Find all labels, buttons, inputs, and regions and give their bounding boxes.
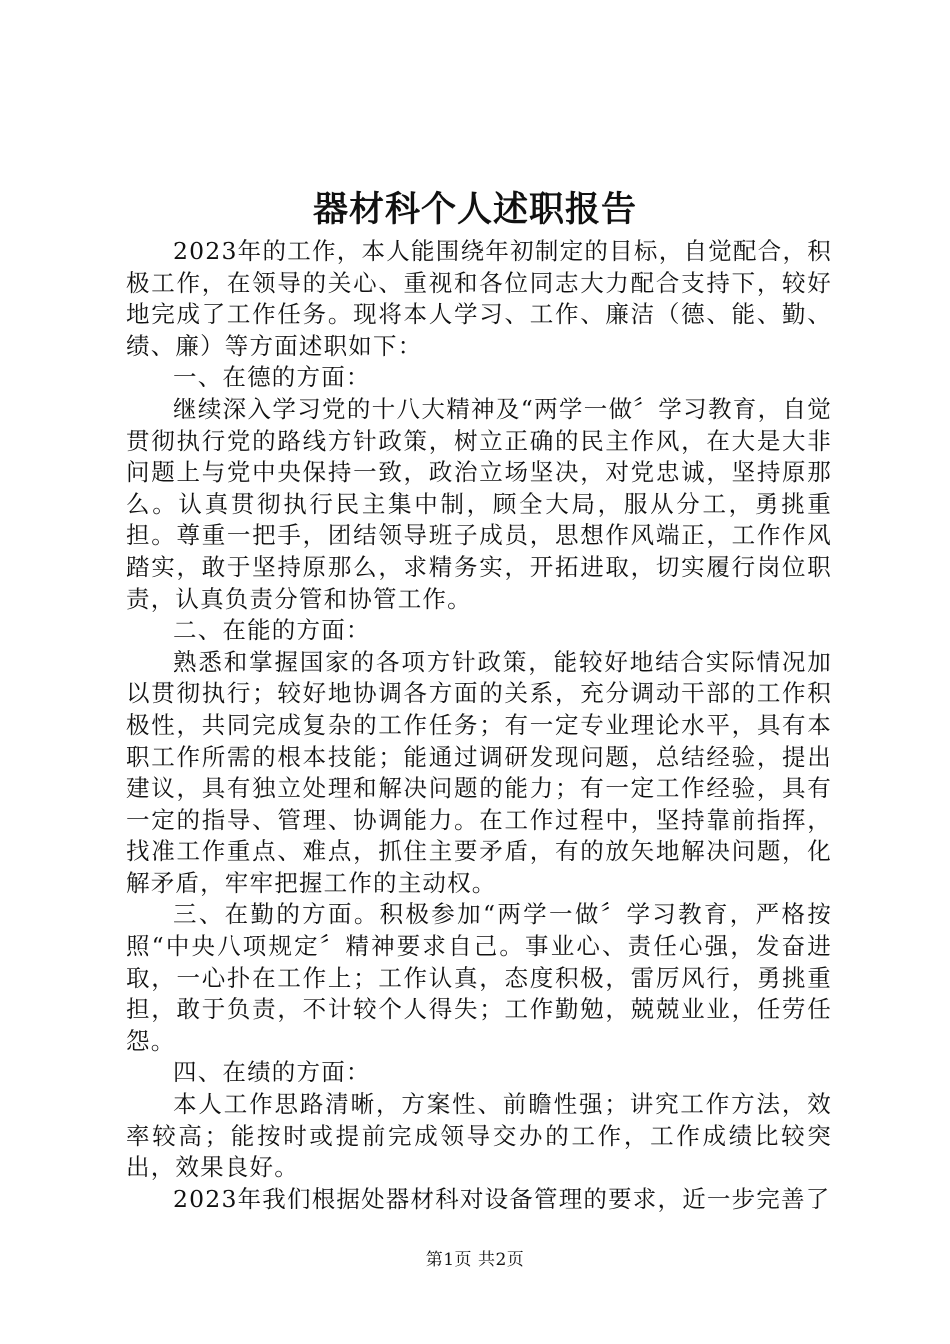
- paragraph-ability: 熟悉和掌握国家的各项方针政策，能较好地结合实际情况加以贯彻执行；较好地协调各方面的关系，充分调动干部的工作积极性，共同完成复杂的工作任务；有一定专业理论水平，具有本职工作所需的根本技能；能通过调研发现问题，总结经验，提出建议，具有独立处理和解决问题的能力；有一定工作经验，具有一定的指导、管理、协调能力。在工作过程中，坚持靠前指挥，找准工作重点、难点，抓住主要矛盾，有的放矢地解决问题，化解矛盾，牢牢把握工作的主动权。: [126, 647, 832, 897]
- paragraph-diligence: 三、在勤的方面。积极参加“两学一做〞学习教育，严格按照“中央八项规定〞精神要求自己。事业心、责任心强，发奋进取，一心扑在工作上；工作认真，态度积极，雷厉风行，勇挑重担，敢于负责，不计较个人得失；工作勤勉，兢兢业业，任劳任怨。: [126, 900, 832, 1055]
- heading-ability: 二、在能的方面：: [173, 616, 371, 645]
- document-body: [126, 236, 832, 1215]
- paragraph-intro: 2023年的工作，本人能围绕年初制定的目标，自觉配合，积极工作，在领导的关心、重视和各位同志大力配合支持下，较好地完成了工作任务。现将本人学习、工作、廉洁（德、能、勤、绩、廉）等方面述职如下：: [126, 237, 832, 360]
- heading-performance: 四、在绩的方面：: [173, 1058, 371, 1087]
- page-number: 第1页 共2页: [425, 1250, 525, 1270]
- heading-virtue: 一、在德的方面：: [173, 363, 371, 392]
- paragraph-performance: 本人工作思路清晰，方案性、前瞻性强；讲究工作方法，效率较高；能按时或提前完成领导交办的工作，工作成绩比较突出，效果良好。: [126, 1090, 832, 1182]
- document-title: 器材科个人述职报告: [312, 189, 637, 230]
- paragraph-virtue: 继续深入学习党的十八大精神及“两学一做〞学习教育，自觉贯彻执行党的路线方针政策，树立正确的民主作风，在大是大非问题上与党中央保持一致，政治立场坚决，对党忠诚，坚持原那么。认真贯彻执行民主集中制，顾全大局，服从分工，勇挑重担。尊重一把手，团结领导班子成员，思想作风端正，工作作风踏实，敢于坚持原那么，求精务实，开拓进取，切实履行岗位职责，认真负责分管和协管工作。: [126, 394, 832, 613]
- paragraph-2023-work: 2023年我们根据处器材科对设备管理的要求，近一步完善了: [173, 1184, 831, 1213]
